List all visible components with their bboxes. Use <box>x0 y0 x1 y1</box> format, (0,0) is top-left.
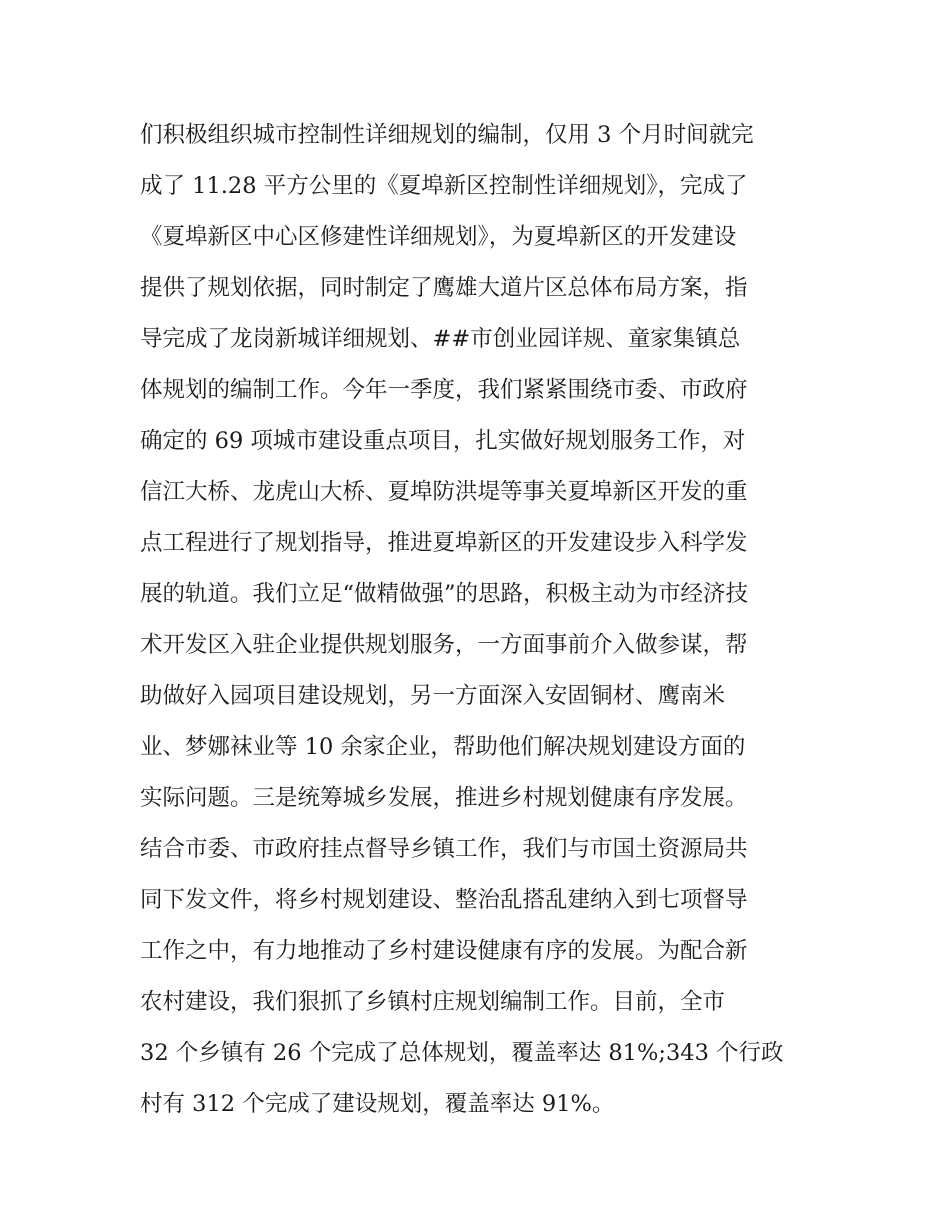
text-line: 助做好入园项目建设规划，另一方面深入安固铜材、鹰南米 <box>140 683 726 709</box>
text-line: 业、梦娜袜业等 10 余家企业，帮助他们解决规划建设方面的 <box>140 734 746 760</box>
text-line: 确定的 69 项城市建设重点项目，扎实做好规划服务工作，对 <box>140 428 746 454</box>
text-line: 们积极组织城市控制性详细规划的编制，仅用 3 个月时间就完 <box>140 122 754 148</box>
text-line: 体规划的编制工作。今年一季度，我们紧紧围绕市委、市政府 <box>140 377 748 403</box>
text-line: 成了 11.28 平方公里的《夏埠新区控制性详细规划》，完成了 <box>140 173 748 199</box>
text-line: 展的轨道。我们立足“做精做强”的思路，积极主动为市经济技 <box>140 581 749 607</box>
text-line: 同下发文件，将乡村规划建设、整治乱搭乱建纳入到七项督导 <box>140 887 748 913</box>
text-line: 村有 312 个完成了建设规划，覆盖率达 91%。 <box>140 1091 615 1117</box>
text-line: 点工程进行了规划指导，推进夏埠新区的开发建设步入科学发 <box>140 530 748 556</box>
text-line: 提供了规划依据，同时制定了鹰雄大道片区总体布局方案，指 <box>140 275 748 301</box>
text-line: 导完成了龙岗新城详细规划、##市创业园详规、童家集镇总 <box>140 326 741 352</box>
body-paragraph <box>140 110 840 1130</box>
text-line: 32 个乡镇有 26 个完成了总体规划，覆盖率达 81%;343 个行政 <box>140 1040 784 1066</box>
text-line: 《夏埠新区中心区修建性详细规划》，为夏埠新区的开发建设 <box>140 224 737 250</box>
text-line: 农村建设，我们狠抓了乡镇村庄规划编制工作。目前，全市 <box>140 989 726 1015</box>
text-line: 结合市委、市政府挂点督导乡镇工作，我们与市国土资源局共 <box>140 836 748 862</box>
text-line: 信江大桥、龙虎山大桥、夏埠防洪堤等事关夏埠新区开发的重 <box>140 479 748 505</box>
text-line: 工作之中，有力地推动了乡村建设健康有序的发展。为配合新 <box>140 938 748 964</box>
text-line: 实际问题。三是统筹城乡发展，推进乡村规划健康有序发展。 <box>140 785 748 811</box>
text-line: 术开发区入驻企业提供规划服务，一方面事前介入做参谋，帮 <box>140 632 748 658</box>
